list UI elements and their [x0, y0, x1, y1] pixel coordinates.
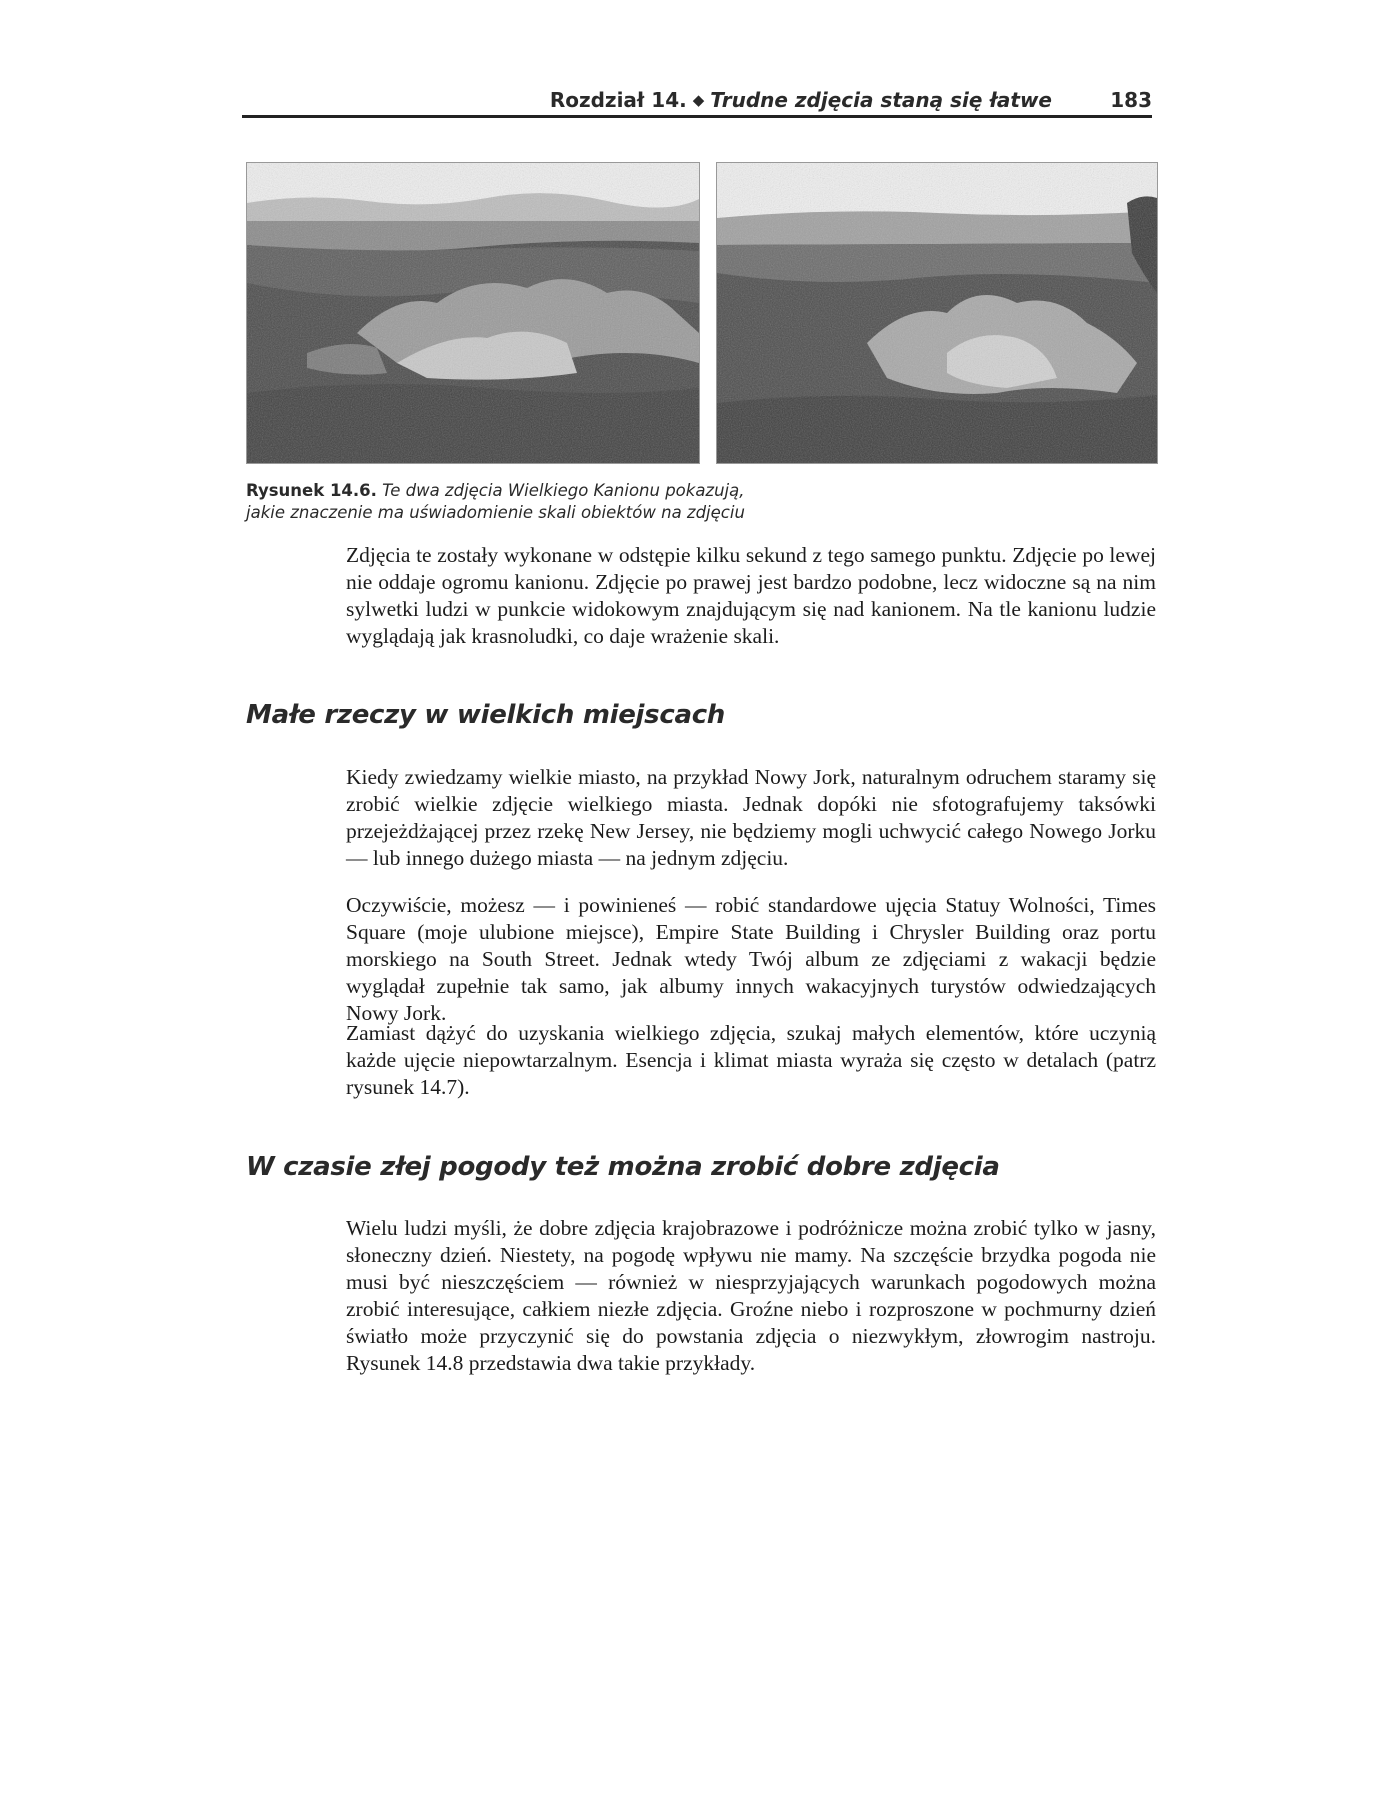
- canyon-left-image: [247, 163, 699, 463]
- paragraph-3: Oczywiście, możesz — i powinieneś — robić standardowe ujęcia Statuy Wolności, Times Square (moje ulubione miejsce), Empire State Building i Chrysler Building oraz portu morskiego na South Street. Jednak wtedy Twój album ze zdjęciami z wakacji będzie wyglądał zupełnie tak samo, jak albumy innych wakacyjnych turystów odwiedzających Nowy Jork.: [346, 893, 1156, 1025]
- page-number: 183: [1110, 88, 1152, 112]
- caption-text-1: Te dwa zdjęcia Wielkiego Kanionu pokazują,: [382, 481, 745, 500]
- caption-line-1: [246, 480, 946, 502]
- diamond-separator-icon: ◆: [692, 91, 705, 109]
- canyon-photo-left: [246, 162, 700, 464]
- paragraph-4: Zamiast dążyć do uzyskania wielkiego zdjęcia, szukaj małych elementów, które uczynią każde ujęcie niepowtarzalnym. Esencja i klimat miasta wyraża się często w detalach (patrz rysunek 14.7).: [346, 1021, 1156, 1099]
- figure-caption: [246, 480, 946, 524]
- section-heading-1: Małe rzeczy w wielkich miejscach: [246, 700, 726, 730]
- canyon-photo-right: [716, 162, 1158, 464]
- running-head: [242, 86, 1152, 116]
- header-rule: [242, 115, 1152, 118]
- paragraph-5: Wielu ludzi myśli, że dobre zdjęcia krajobrazowe i podróżnicze można zrobić tylko w jasny, słoneczny dzień. Niestety, na pogodę wpływu nie mamy. Na szczęście brzydka pogoda nie musi być nieszczęściem — również w niesprzyjających warunkach pogodowych można zrobić interesujące, całkiem niezłe zdjęcia. Groźne niebo i rozproszone w pochmurny dzień światło może przyczynić się do powstania zdjęcia o niezwykłym, złowrogim nastroju. Rysunek 14.8 przedstawia dwa takie przykłady.: [346, 1216, 1156, 1375]
- caption-text-2: jakie znaczenie ma uświadomienie skali obiektów na zdjęciu: [246, 503, 745, 522]
- chapter-title-text: Trudne zdjęcia staną się łatwe: [710, 88, 1052, 112]
- chapter-title: [550, 88, 1052, 112]
- paragraph-1: Zdjęcia te zostały wykonane w odstępie kilku sekund z tego samego punktu. Zdjęcie po lewej nie oddaje ogromu kanionu. Zdjęcie po prawej jest bardzo podobne, lecz widoczne są na nim sylwetki ludzi w punkcie widokowym znajdującym się nad kanionem. Na tle kanionu ludzie wyglądają jak krasnoludki, co daje wrażenie skali.: [346, 543, 1156, 648]
- section-heading-2: W czasie złej pogody też można zrobić dobre zdjęcia: [246, 1152, 1000, 1182]
- paragraph-2: Kiedy zwiedzamy wielkie miasto, na przykład Nowy Jork, naturalnym odruchem staramy się zrobić wielkie zdjęcie wielkiego miasta. Jednak dopóki nie sfotografujemy taksówki przejeżdżającej przez rzekę New Jersey, nie będziemy mogli uchwycić całego Nowego Jorku — lub innego dużego miasta — na jednym zdjęciu.: [346, 765, 1156, 870]
- figure-label: Rysunek 14.6.: [246, 481, 377, 500]
- canyon-right-image: [717, 163, 1157, 463]
- chapter-label: Rozdział 14.: [549, 88, 687, 112]
